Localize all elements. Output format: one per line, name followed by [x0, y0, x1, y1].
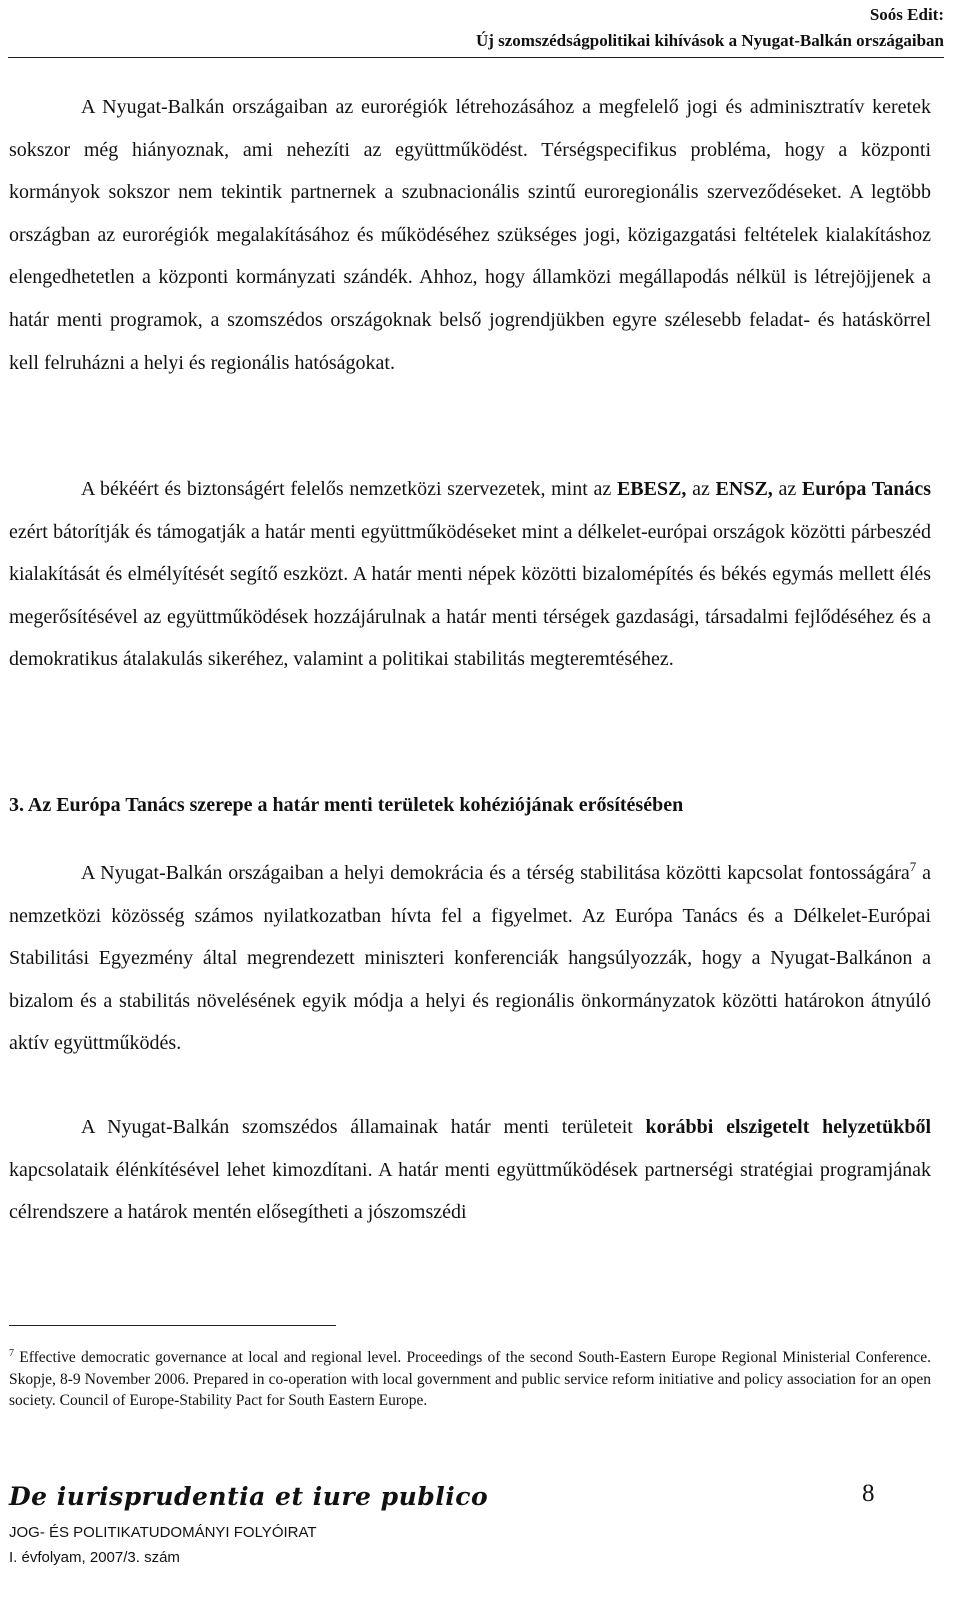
paragraph-2-text-4: ezért bátorítják és támogatják a határ menti együttműködéseket mint a délkelet-európai országok közötti párbeszéd kialakítását és elmélyítését segítő eszközt. A határ menti népek közötti bizalomépítés és békés egymás mellett élés megerősítésével az együttműködések hozzájárulnak a határ menti térségek gazdasági, társadalmi fejlődéséhez és a demokratikus átalakulás sikeréhez, valamint a politikai stabilitás megteremtéséhez. [9, 520, 931, 671]
header-title: Új szomszédságpolitikai kihívások a Nyugat-Balkán országaiban [475, 31, 944, 50]
page-number: 8 [862, 1480, 875, 1507]
body-section-4 [9, 1106, 931, 1234]
header-divider [8, 57, 944, 58]
header-author: Soós Edit: [869, 5, 944, 24]
paragraph-2-text-3: az [772, 478, 802, 500]
section-heading: 3. Az Európa Tanács szerepe a határ menti területek kohéziójának erősítésében [9, 794, 684, 816]
paragraph-1: A Nyugat-Balkán országaiban az eurorégiók létrehozásához a megfelelő jogi és adminisztratív keretek sokszor még hiányoznak, ami nehezíti az együttműködést. Térségspecifikus probléma, hogy a központi kormányok sokszor nem tekintik partnernek a szubnacionális szintű euroregionális szerveződéseket. A legtöbb országban az eurorégiók megalakításához és működéséhez szükséges jogi, közigazgatási feltételek kialakításhoz elengedhetetlen a központi kormányzati szándék. Ahhoz, hogy államközi megállapodás nélkül is létrejöjjenek a határ menti programok, a szomszédos országoknak belső jogrendjükben egyre szélesebb feladat- és hatáskörrel kell felruházni a helyi és regionális hatóságokat. [9, 96, 931, 374]
paragraph-2-text-1: A békéért és biztonságért felelős nemzetközi szervezetek, mint az [81, 478, 617, 500]
paragraph-4-emphasis: korábbi elszigetelt helyzetükből [645, 1116, 931, 1138]
footer-journal-subtitle: JOG- ÉS POLITIKATUDOMÁNYI FOLYÓIRAT [9, 1524, 317, 1541]
footnote-text: Effective democratic governance at local and regional level. Proceedings of the second South-Eastern Europe Regional Ministerial Conference. Skopje, 8-9 November 2006. Prepared in co-operation with local government and public service reform initiative and policy association for an open society. Council of Europe-Stability Pact for South Eastern Europe. [9, 1349, 931, 1409]
paragraph-2-text-2: az [686, 478, 716, 500]
footer-journal-title: De iurisprudentia et iure publico [9, 1482, 489, 1511]
footer-issue: I. évfolyam, 2007/3. szám [9, 1549, 180, 1566]
ensz-term: ENSZ, [715, 478, 773, 500]
footnote-number: 7 [9, 1348, 14, 1359]
footnote-reference[interactable]: 7 [909, 859, 917, 874]
footnote [9, 1347, 931, 1412]
body-section-1 [9, 86, 931, 384]
paragraph-3 [9, 852, 931, 1065]
paragraph-4-text-2: kapcsolataik élénkítésével lehet kimozdítani. A határ menti együttműködések partnerségi stratégiai programjának célrendszere a határok mentén elősegítheti a jószomszédi [9, 1158, 931, 1224]
europa-tanacs-term: Európa Tanács [801, 478, 931, 500]
running-header [476, 2, 944, 54]
paragraph-3-text-1: A Nyugat-Balkán országaiban a helyi demokrácia és a térség stabilitása közötti kapcsolat fontosságára [81, 862, 910, 884]
paragraph-2 [9, 468, 931, 681]
paragraph-4-text-1: A Nyugat-Balkán szomszédos államainak határ menti területeit [81, 1116, 646, 1138]
ebesz-term: EBESZ, [616, 478, 687, 500]
body-section-2 [9, 468, 931, 681]
body-section-3 [9, 852, 931, 1065]
paragraph-4 [9, 1106, 931, 1234]
paragraph-3-text-2: a nemzetközi közösség számos nyilatkozatban hívta fel a figyelmet. Az Európa Tanács és a Délkelet-Európai Stabilitási Egyezmény által megrendezett miniszteri konferenciák hangsúlyozzák, hogy a Nyugat-Balkánon a bizalom és a stabilitás növelésének egyik módja a helyi és regionális önkormányzatok közötti határokon átnyúló aktív együttműködés. [9, 862, 931, 1055]
footnote-divider [9, 1325, 336, 1326]
